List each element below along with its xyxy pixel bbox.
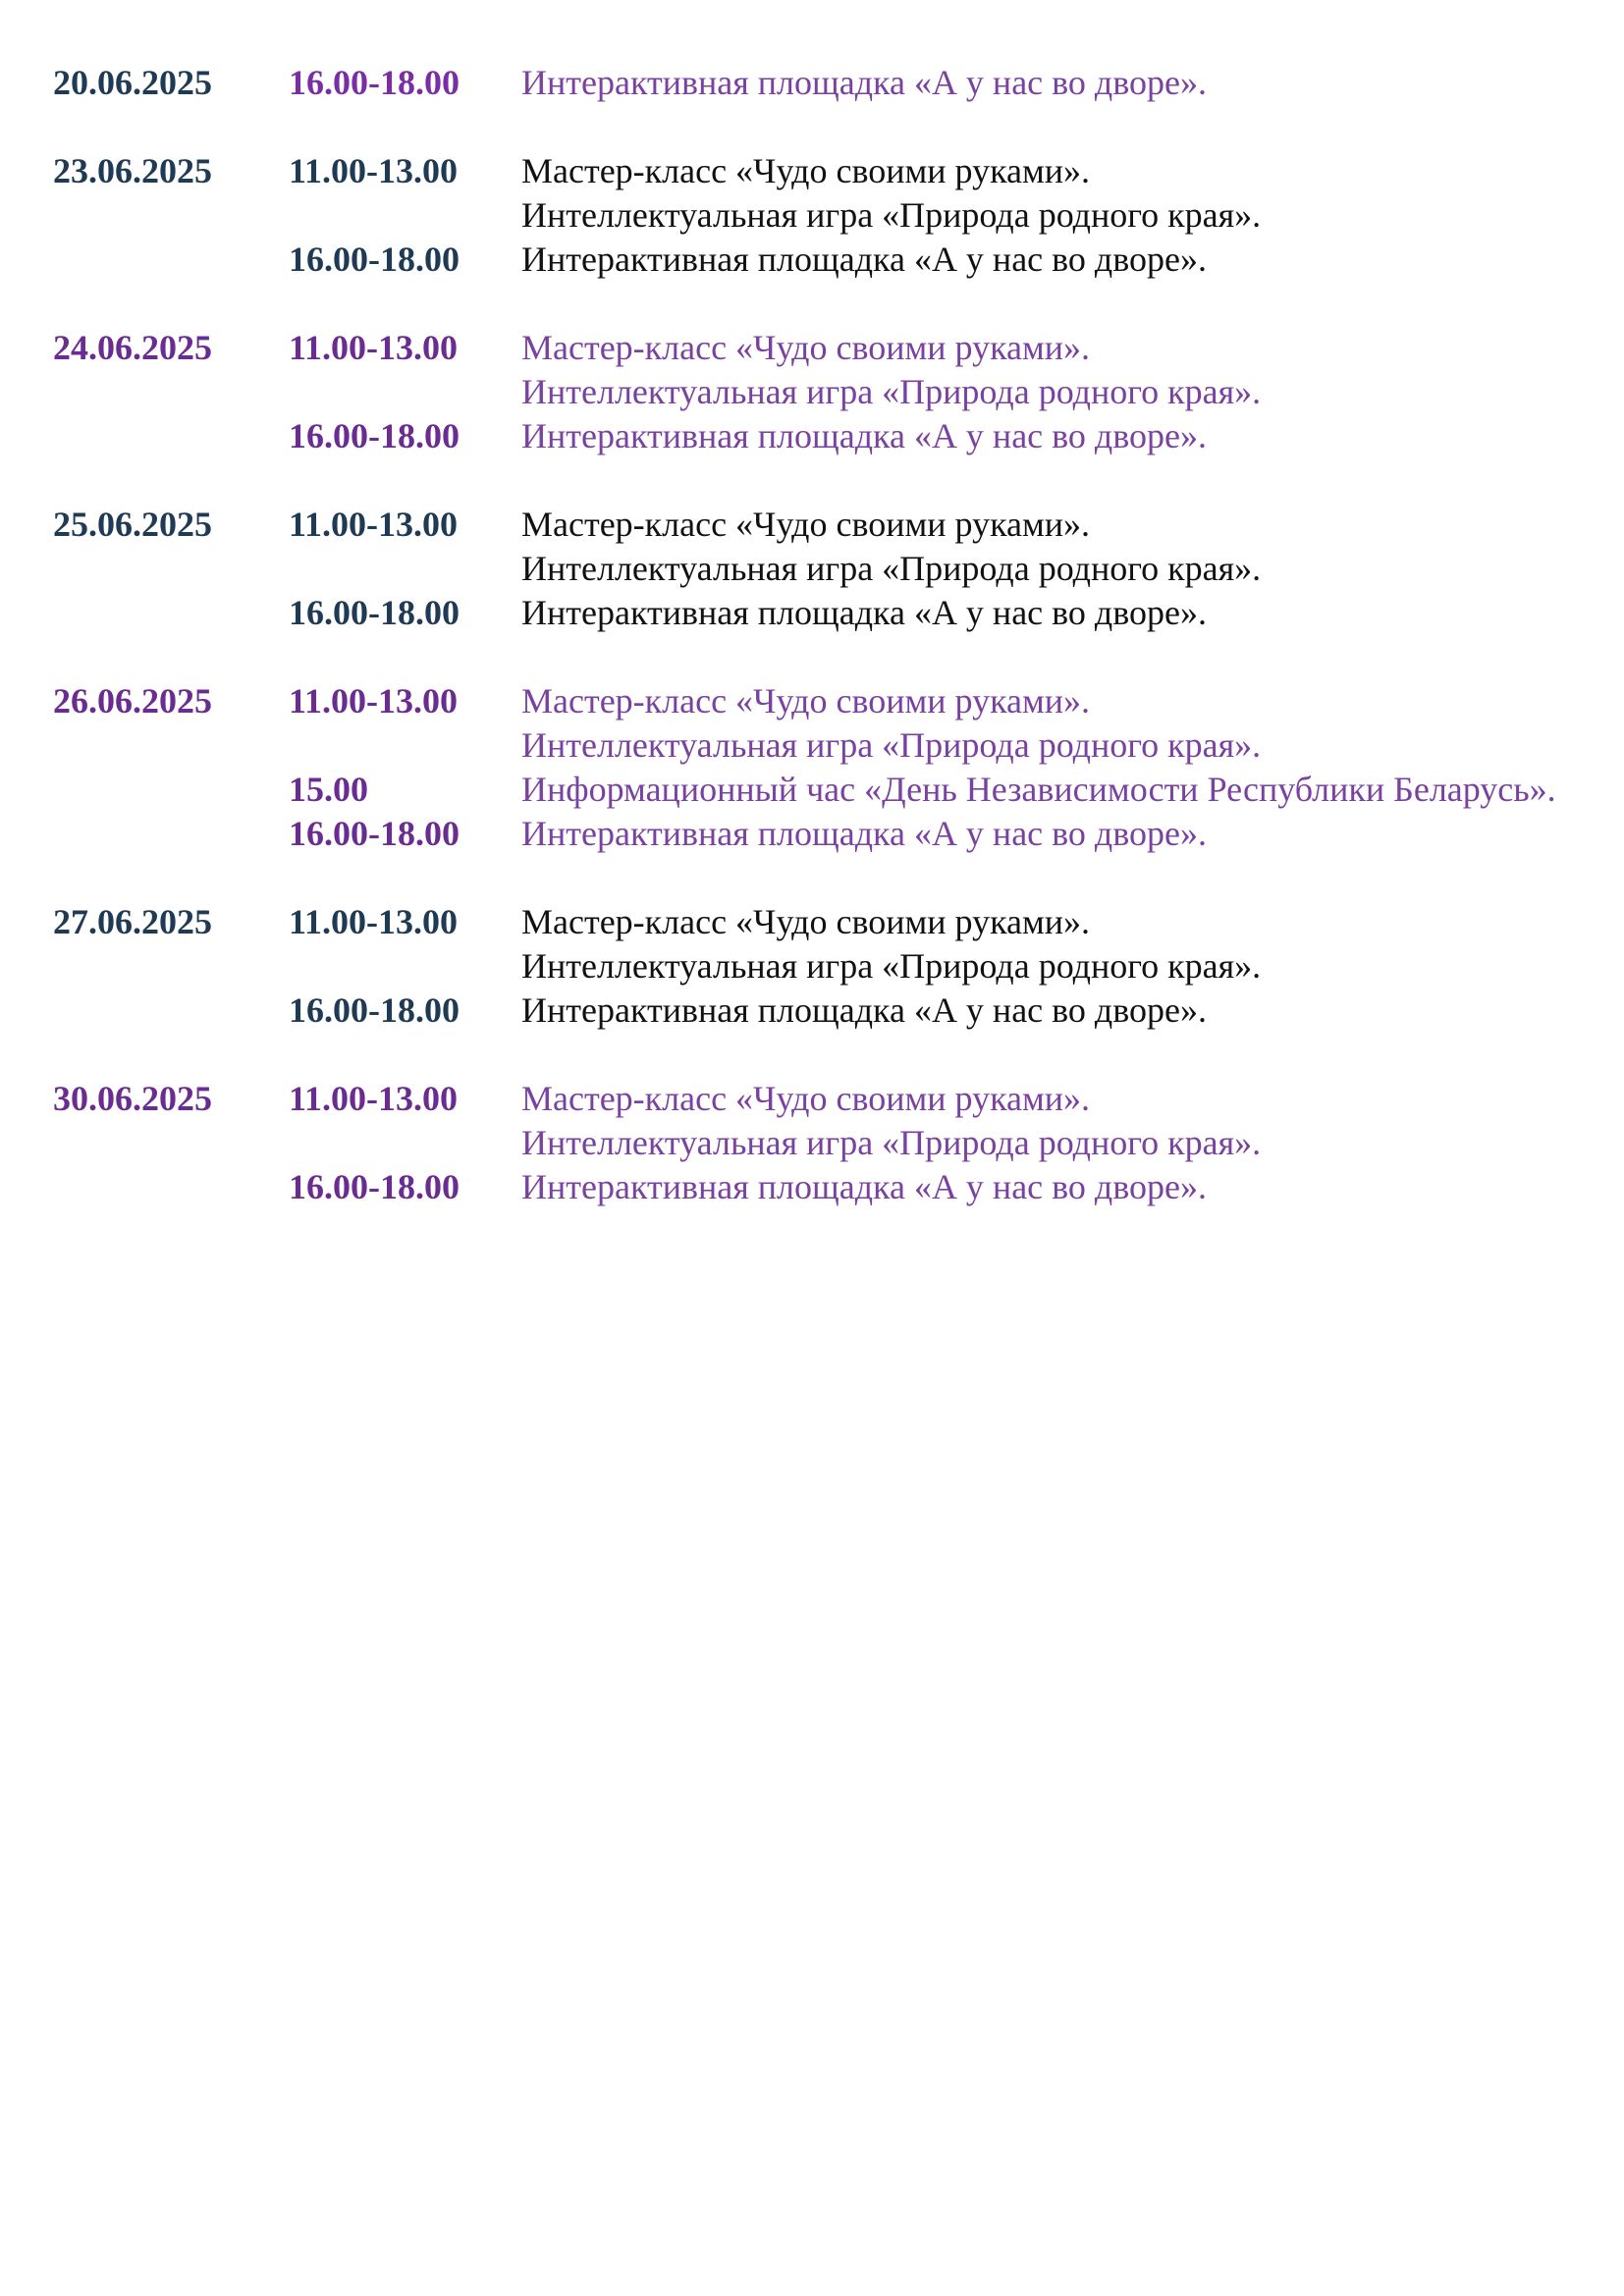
- event-description: Интерактивная площадка «А у нас во дворе».: [521, 593, 1207, 632]
- event-time: 11.00-13.00: [289, 328, 459, 367]
- event-description: Мастер-класс «Чудо своими руками».: [521, 505, 1091, 544]
- day-date: 27.06.2025: [53, 902, 212, 941]
- schedule-day: [53, 503, 1565, 635]
- day-date: 20.06.2025: [53, 63, 212, 102]
- event-description: Интеллектуальная игра «Природа родного края».: [521, 549, 1262, 588]
- event-time: 16.00-18.00: [289, 814, 460, 853]
- day-date: 24.06.2025: [53, 328, 212, 367]
- event-description: Мастер-класс «Чудо своими руками».: [521, 151, 1091, 190]
- event-description: Интеллектуальная игра «Природа родного края».: [521, 946, 1262, 986]
- schedule-day: [53, 326, 1565, 458]
- event-description: Интерактивная площадка «А у нас во дворе».: [521, 63, 1207, 102]
- schedule-day: [53, 679, 1565, 856]
- schedule-day: [53, 61, 1565, 105]
- event-description: Мастер-класс «Чудо своими руками».: [521, 328, 1091, 367]
- event-description: Мастер-класс «Чудо своими руками».: [521, 681, 1091, 721]
- day-date: 30.06.2025: [53, 1079, 212, 1118]
- event-time: 16.00-18.00: [289, 416, 460, 455]
- event-description: Интеллектуальная игра «Природа родного края».: [521, 195, 1262, 235]
- event-time: 16.00-18.00: [289, 593, 460, 632]
- event-time: 11.00-13.00: [289, 151, 459, 190]
- event-description: Интерактивная площадка «А у нас во дворе».: [521, 1167, 1207, 1206]
- schedule-day: [53, 1077, 1565, 1209]
- event-time: 11.00-13.00: [289, 505, 459, 544]
- event-time: 16.00-18.00: [289, 990, 460, 1030]
- event-time: 11.00-13.00: [289, 681, 459, 721]
- event-time: 11.00-13.00: [289, 902, 459, 941]
- day-date: 25.06.2025: [53, 505, 212, 544]
- event-description: Интерактивная площадка «А у нас во дворе».: [521, 990, 1207, 1030]
- event-description: Интерактивная площадка «А у нас во дворе».: [521, 240, 1207, 279]
- event-description: Интерактивная площадка «А у нас во дворе».: [521, 814, 1207, 853]
- event-time: 16.00-18.00: [289, 240, 460, 279]
- event-time: 11.00-13.00: [289, 1079, 459, 1118]
- event-description: Мастер-класс «Чудо своими руками».: [521, 1079, 1091, 1118]
- event-description: Интеллектуальная игра «Природа родного края».: [521, 1123, 1262, 1162]
- event-description: Мастер-класс «Чудо своими руками».: [521, 902, 1091, 941]
- schedule-day: [53, 900, 1565, 1033]
- schedule-day: [53, 149, 1565, 282]
- event-time: 15.00: [289, 770, 368, 809]
- day-date: 26.06.2025: [53, 681, 212, 721]
- event-description: Интеллектуальная игра «Природа родного края».: [521, 372, 1262, 411]
- event-description: Интеллектуальная игра «Природа родного края».: [521, 725, 1262, 765]
- event-time: 16.00-18.00: [289, 63, 460, 102]
- event-time: 16.00-18.00: [289, 1167, 460, 1206]
- day-date: 23.06.2025: [53, 151, 212, 190]
- schedule: [53, 61, 1565, 1254]
- event-description: Интерактивная площадка «А у нас во дворе».: [521, 416, 1207, 455]
- event-description: Информационный час «День Независимости Республики Беларусь».: [521, 770, 1556, 809]
